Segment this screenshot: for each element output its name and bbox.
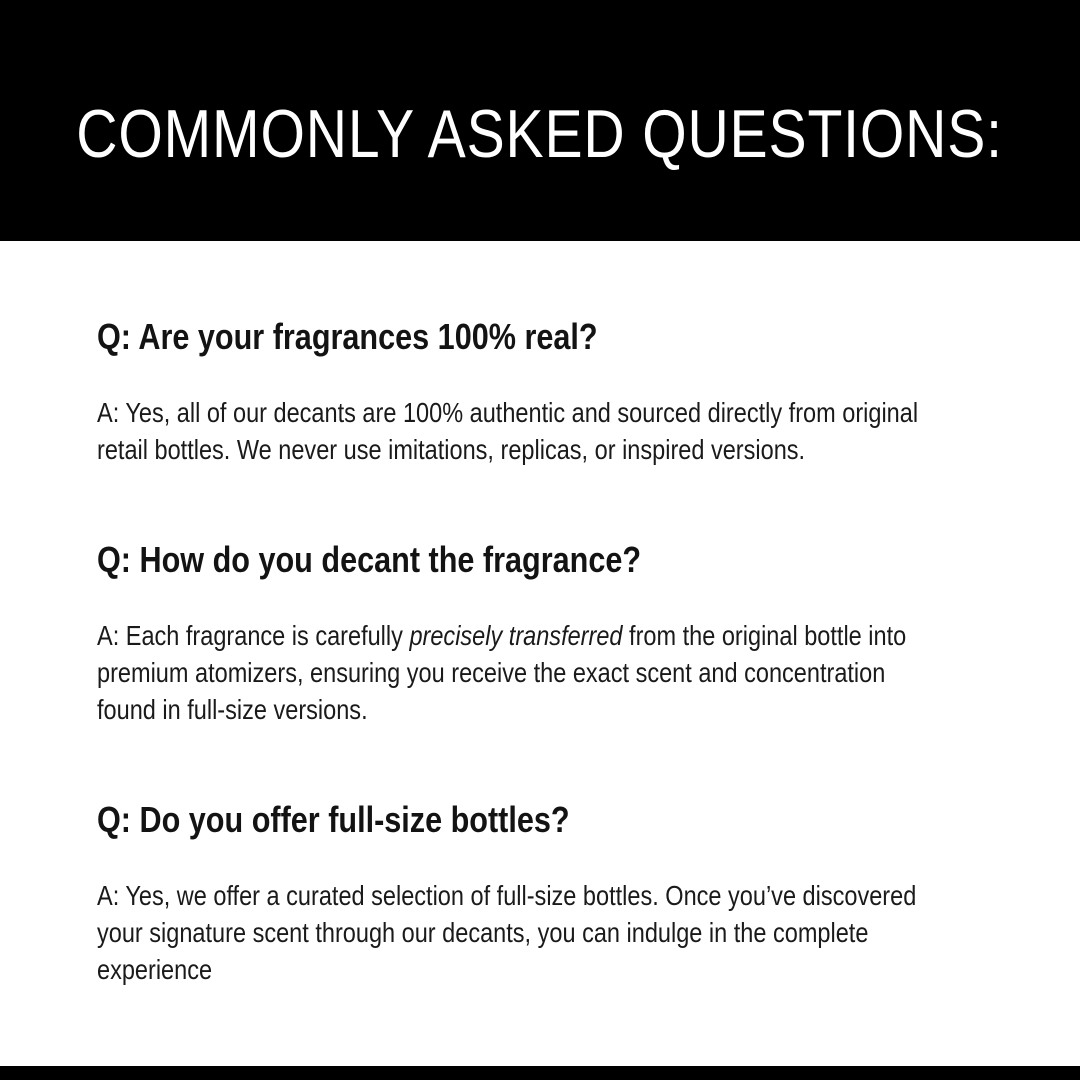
- answer-line: premium atomizers, ensuring you receive the exact scent and concentration: [97, 657, 886, 688]
- answer-paragraph: [97, 877, 1020, 988]
- answer-paragraph: [97, 617, 1020, 728]
- faq-item-authenticity: [97, 315, 1020, 468]
- answer-line: A: Yes, we offer a curated selection of full-size bottles. Once you’ve discovered: [97, 880, 917, 911]
- page-title: COMMONLY ASKED QUESTIONS:: [76, 95, 1004, 172]
- answer-line: found in full-size versions.: [97, 694, 368, 725]
- answer-line: retail bottles. We never use imitations, replicas, or inspired versions.: [97, 434, 806, 465]
- faq-item-full-size: [97, 798, 1020, 988]
- question-heading: [97, 315, 1020, 358]
- bottom-bar: [0, 1066, 1080, 1080]
- faq-item-decanting: [97, 538, 1020, 728]
- answer-paragraph: [97, 394, 1020, 468]
- answer-line: your signature scent through our decants, you can indulge in the complete: [97, 917, 869, 948]
- question-heading: [97, 798, 1020, 841]
- question-text: Q: Do you offer full-size bottles?: [97, 799, 570, 840]
- header-band: [0, 0, 1080, 241]
- question-text: Q: How do you decant the fragrance?: [97, 539, 642, 580]
- answer-line: A: Each fragrance is carefully precisely transferred from the original bottle into: [97, 620, 907, 651]
- answer-line: experience: [97, 954, 213, 985]
- faq-content: [0, 241, 1080, 988]
- answer-line: A: Yes, all of our decants are 100% authentic and sourced directly from original: [97, 397, 919, 428]
- question-text: Q: Are your fragrances 100% real?: [97, 316, 598, 357]
- question-heading: [97, 538, 1020, 581]
